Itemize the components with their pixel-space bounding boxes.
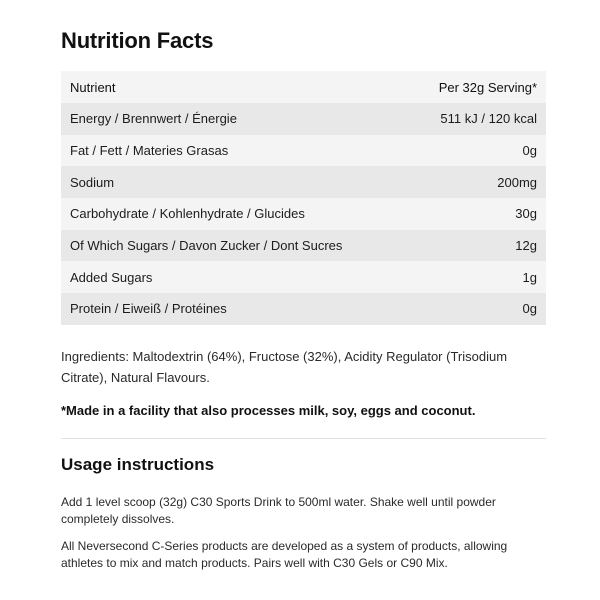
- nutrient-value: 200mg: [497, 174, 537, 190]
- nutrient-value: 0g: [522, 301, 537, 317]
- nutrient-name: Carbohydrate / Kohlenhydrate / Glucides: [70, 206, 305, 222]
- usage-paragraph: All Neversecond C-Series products are developed as a system of products, allowing athletes to mix and match products. Pairs well with C30 Gels or C90 Mix.: [61, 539, 508, 570]
- nutrient-value: 511 kJ / 120 kcal: [440, 111, 537, 127]
- nutrient-value: 0g: [522, 143, 537, 159]
- nutrient-name: Added Sugars: [70, 269, 153, 285]
- header-serving: Per 32g Serving*: [438, 79, 537, 95]
- allergen-note-text: *Made in a facility that also processes milk, soy, eggs and coconut.: [61, 403, 476, 418]
- table-row: [61, 230, 546, 262]
- nutrient-value: 30g: [515, 206, 537, 222]
- table-row: [61, 261, 546, 293]
- table-row: [61, 135, 546, 167]
- nutrient-value: 1g: [522, 269, 537, 285]
- usage-paragraph: Add 1 level scoop (32g) C30 Sports Drink to 500ml water. Shake well until powder completely dissolves.: [61, 495, 496, 526]
- nutrient-value: 12g: [515, 238, 537, 254]
- nutrient-name: Fat / Fett / Materies Grasas: [70, 143, 229, 159]
- header-nutrient: Nutrient: [70, 79, 116, 95]
- nutrition-table: [61, 71, 546, 325]
- table-header-row: [61, 71, 546, 103]
- nutrient-name: Protein / Eiweiß / Protéines: [70, 301, 227, 317]
- allergen-note: [61, 403, 541, 418]
- ingredients-text: Ingredients: Maltodextrin (64%), Fructose (32%), Acidity Regulator (Trisodium Citrate), Natural Flavours.: [61, 349, 508, 385]
- page-title: Nutrition Facts: [61, 28, 214, 53]
- usage-title: Usage instructions: [61, 455, 215, 474]
- table-row: [61, 293, 546, 325]
- nutrient-name: Sodium: [70, 174, 115, 190]
- section-divider: [61, 438, 546, 439]
- nutrient-name: Energy / Brennwert / Énergie: [70, 111, 237, 127]
- table-row: [61, 198, 546, 230]
- table-row: [61, 103, 546, 135]
- nutrient-name: Of Which Sugars / Davon Zucker / Dont Sucres: [70, 238, 343, 254]
- table-row: [61, 166, 546, 198]
